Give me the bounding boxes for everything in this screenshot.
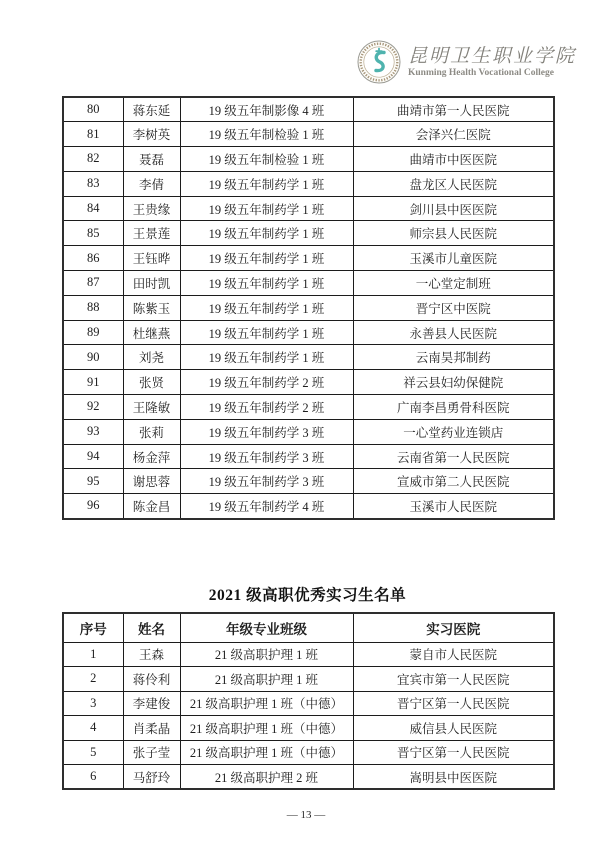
cell-name: 张子莹 [123, 740, 180, 765]
cell-hospital: 蒙自市人民医院 [353, 642, 554, 667]
cell-class: 19 级五年制药学 3 班 [180, 419, 353, 444]
college-seal-icon [357, 40, 401, 84]
table-row [63, 246, 554, 271]
table-row [63, 196, 554, 221]
cell-class: 19 级五年制影像 4 班 [180, 97, 353, 122]
cell-hospital: 曲靖市第一人民医院 [353, 97, 554, 122]
col-header-index: 序号 [63, 613, 123, 642]
cell-name: 李倩 [123, 171, 180, 196]
cell-hospital: 曲靖市中医医院 [353, 147, 554, 172]
cell-index: 5 [63, 740, 123, 765]
table-row [63, 740, 554, 765]
cell-name: 王隆敏 [123, 395, 180, 420]
cell-hospital: 会泽兴仁医院 [353, 122, 554, 147]
cell-index: 6 [63, 765, 123, 790]
cell-hospital: 师宗县人民医院 [353, 221, 554, 246]
page-number: — 13 — [286, 809, 326, 821]
cell-name: 王森 [123, 642, 180, 667]
cell-index: 96 [63, 494, 123, 519]
table-row [63, 271, 554, 296]
cell-index: 93 [63, 419, 123, 444]
table-row [63, 221, 554, 246]
cell-class: 19 级五年制药学 4 班 [180, 494, 353, 519]
cell-name: 李建俊 [123, 691, 180, 716]
cell-name: 蒋伶利 [123, 667, 180, 692]
college-name-block [408, 45, 576, 79]
table-row [63, 419, 554, 444]
table-row [63, 444, 554, 469]
col-header-class: 年级专业班级 [180, 613, 353, 642]
cell-index: 91 [63, 370, 123, 395]
table-row [63, 295, 554, 320]
cell-index: 94 [63, 444, 123, 469]
cell-hospital: 晋宁区第一人民医院 [353, 740, 554, 765]
cell-name: 刘尧 [123, 345, 180, 370]
cell-hospital: 玉溪市人民医院 [353, 494, 554, 519]
cell-hospital: 广南李昌勇骨科医院 [353, 395, 554, 420]
cell-name: 聂磊 [123, 147, 180, 172]
cell-hospital: 宣威市第二人民医院 [353, 469, 554, 494]
table-row [63, 395, 554, 420]
intern-roster-table-2021级 [62, 612, 555, 790]
cell-class: 19 级五年制检验 1 班 [180, 122, 353, 147]
cell-class: 21 级高职护理 1 班（中德） [180, 716, 353, 741]
cell-index: 89 [63, 320, 123, 345]
table-row [63, 97, 554, 122]
cell-index: 1 [63, 642, 123, 667]
cell-hospital: 玉溪市儿童医院 [353, 246, 554, 271]
cell-hospital: 剑川县中医医院 [353, 196, 554, 221]
table-row [63, 320, 554, 345]
cell-name: 马舒玲 [123, 765, 180, 790]
cell-name: 陈金昌 [123, 494, 180, 519]
cell-hospital: 一心堂定制班 [353, 271, 554, 296]
cell-name: 张莉 [123, 419, 180, 444]
cell-name: 王钰晔 [123, 246, 180, 271]
section-title-2021: 2021 级高职优秀实习生名单 [208, 587, 407, 604]
cell-class: 19 级五年制药学 3 班 [180, 444, 353, 469]
table-row [63, 469, 554, 494]
college-name-en: Kunming Health Vocational College [407, 68, 554, 78]
cell-hospital: 晋宁区第一人民医院 [353, 691, 554, 716]
table-row [63, 765, 554, 790]
cell-index: 3 [63, 691, 123, 716]
cell-hospital: 盘龙区人民医院 [353, 171, 554, 196]
cell-name: 蒋东延 [123, 97, 180, 122]
cell-hospital: 永善县人民医院 [353, 320, 554, 345]
cell-class: 19 级五年制药学 1 班 [180, 271, 353, 296]
cell-class: 19 级五年制药学 1 班 [180, 171, 353, 196]
cell-class: 21 级高职护理 1 班 [180, 642, 353, 667]
cell-index: 81 [63, 122, 123, 147]
table-row [63, 122, 554, 147]
cell-index: 86 [63, 246, 123, 271]
cell-name: 张贤 [123, 370, 180, 395]
col-header-hospital: 实习医院 [353, 613, 554, 642]
table-row [63, 370, 554, 395]
cell-name: 王贵缘 [123, 196, 180, 221]
college-name-zh: 昆明卫生职业学院 [407, 45, 576, 67]
cell-class: 19 级五年制药学 3 班 [180, 469, 353, 494]
cell-class: 19 级五年制药学 1 班 [180, 246, 353, 271]
cell-index: 85 [63, 221, 123, 246]
cell-name: 杜继燕 [123, 320, 180, 345]
cell-class: 19 级五年制药学 1 班 [180, 221, 353, 246]
cell-class: 19 级五年制药学 1 班 [180, 345, 353, 370]
table-row [63, 171, 554, 196]
cell-hospital: 祥云县妇幼保健院 [353, 370, 554, 395]
cell-hospital: 威信县人民医院 [353, 716, 554, 741]
college-brand [357, 40, 576, 84]
cell-index: 80 [63, 97, 123, 122]
cell-index: 87 [63, 271, 123, 296]
table-row [63, 147, 554, 172]
table-row [63, 691, 554, 716]
cell-name: 肖柔晶 [123, 716, 180, 741]
table-row [63, 716, 554, 741]
cell-index: 4 [63, 716, 123, 741]
cell-name: 杨金萍 [123, 444, 180, 469]
cell-index: 82 [63, 147, 123, 172]
table-row [63, 667, 554, 692]
cell-hospital: 云南昊邦制药 [353, 345, 554, 370]
cell-name: 陈紫玉 [123, 295, 180, 320]
cell-class: 19 级五年制药学 1 班 [180, 320, 353, 345]
cell-index: 83 [63, 171, 123, 196]
cell-class: 21 级高职护理 1 班（中德） [180, 691, 353, 716]
intern-roster-table-19级 [62, 96, 555, 520]
cell-hospital: 嵩明县中医医院 [353, 765, 554, 790]
cell-class: 19 级五年制检验 1 班 [180, 147, 353, 172]
cell-index: 92 [63, 395, 123, 420]
table-row [63, 642, 554, 667]
col-header-name: 姓名 [123, 613, 180, 642]
cell-class: 19 级五年制药学 1 班 [180, 196, 353, 221]
cell-index: 84 [63, 196, 123, 221]
cell-class: 21 级高职护理 2 班 [180, 765, 353, 790]
table-header-row [63, 613, 554, 642]
cell-hospital: 云南省第一人民医院 [353, 444, 554, 469]
cell-name: 王景莲 [123, 221, 180, 246]
cell-index: 95 [63, 469, 123, 494]
cell-index: 2 [63, 667, 123, 692]
cell-index: 90 [63, 345, 123, 370]
cell-class: 21 级高职护理 1 班 [180, 667, 353, 692]
cell-hospital: 一心堂药业连锁店 [353, 419, 554, 444]
cell-index: 88 [63, 295, 123, 320]
table-row [63, 345, 554, 370]
cell-class: 19 级五年制药学 2 班 [180, 370, 353, 395]
cell-hospital: 晋宁区中医院 [353, 295, 554, 320]
table-row [63, 494, 554, 519]
cell-name: 田时凯 [123, 271, 180, 296]
cell-class: 19 级五年制药学 2 班 [180, 395, 353, 420]
cell-name: 谢思蓉 [123, 469, 180, 494]
cell-name: 李树英 [123, 122, 180, 147]
cell-class: 21 级高职护理 1 班（中德） [180, 740, 353, 765]
cell-hospital: 宜宾市第一人民医院 [353, 667, 554, 692]
cell-class: 19 级五年制药学 1 班 [180, 295, 353, 320]
